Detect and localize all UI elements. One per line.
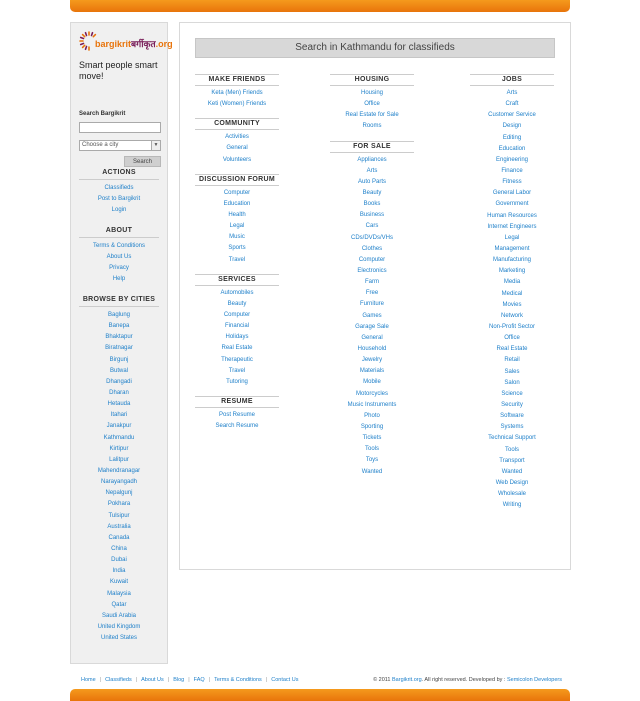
sidebar-action-link[interactable]: Post to Bargikrit [97, 196, 141, 203]
copyright-middle: . All right reserved. Developed by : [421, 677, 506, 683]
services-link[interactable]: Automobiles [220, 289, 254, 296]
jobs-link[interactable]: Engineering [495, 156, 529, 163]
sidebar-about-link[interactable]: About Us [106, 254, 132, 261]
category-title-jobs: JOBS [470, 74, 554, 86]
sidebar-city-link[interactable]: Dubai [111, 557, 127, 564]
for-sale-link[interactable]: Arts [366, 167, 378, 174]
sidebar-action-link-list [79, 183, 159, 216]
resume-link[interactable]: Search Resume [215, 423, 259, 430]
services-link-list [195, 288, 279, 388]
sidebar-city-link[interactable]: Bhaktapur [105, 334, 133, 341]
for-sale-link[interactable]: Clothes [361, 245, 383, 252]
category-title-community: COMMUNITY [195, 118, 279, 130]
jobs-link[interactable]: Fitness [502, 179, 522, 186]
sidebar-action-link[interactable]: Login [111, 207, 127, 214]
jobs-link[interactable]: Wholesale [497, 491, 526, 498]
services-link[interactable]: Computer [223, 311, 251, 318]
services-link[interactable]: Therapeutic [221, 356, 253, 363]
logo-text-bargikrit: bargikrit [95, 39, 132, 49]
services-link[interactable]: Tutoring [226, 378, 248, 385]
footer-link[interactable]: Home [81, 677, 96, 683]
sidebar-city-link[interactable]: Dharan [109, 389, 129, 396]
make-friends-link[interactable]: Keta (Men) Friends [211, 90, 263, 96]
column-middle [330, 74, 414, 478]
jobs-link[interactable]: Manufacturing [492, 257, 532, 264]
for-sale-link[interactable]: Tickets [362, 435, 382, 442]
jobs-link[interactable]: Design [502, 123, 522, 130]
sidebar-city-link[interactable]: Australia [107, 523, 131, 530]
housing-link[interactable]: Office [364, 101, 380, 108]
logo-text-devanagari: बर्गीकृत [131, 39, 156, 49]
jobs-link[interactable]: Medical [501, 290, 523, 297]
for-sale-link[interactable]: Games [362, 312, 382, 319]
jobs-link[interactable]: Security [501, 401, 523, 408]
community-link-list [195, 132, 279, 165]
main-header: Search in Kathmandu for classifieds [195, 38, 555, 58]
for-sale-link[interactable]: Mobile [363, 379, 381, 386]
footer-link[interactable]: Terms & Conditions [214, 677, 262, 683]
jobs-link-list [470, 88, 554, 511]
housing-link[interactable]: Rooms [362, 123, 382, 130]
housing-link[interactable]: Real Estate for Sale [345, 112, 399, 119]
services-link[interactable]: Travel [228, 367, 246, 374]
logo-text [95, 37, 173, 50]
for-sale-link[interactable]: Jewelry [361, 357, 383, 364]
for-sale-link[interactable]: Photo [364, 412, 380, 419]
sidebar-city-link[interactable]: Kathmandu [103, 434, 135, 441]
for-sale-link[interactable]: General [361, 334, 383, 341]
sidebar-about-link-list [79, 241, 159, 286]
sidebar-city-link[interactable]: India [112, 568, 126, 575]
sidebar-city-link[interactable]: Kuwait [109, 579, 128, 586]
sidebar-cities [79, 296, 159, 644]
footer-link[interactable]: FAQ [193, 677, 205, 683]
footer-separator: | [99, 677, 102, 683]
discussion-link[interactable]: Education [223, 200, 251, 207]
for-sale-link[interactable]: Motorcycles [355, 390, 388, 397]
copyright-prefix: © 2011 [373, 677, 391, 683]
for-sale-link[interactable]: Wanted [361, 468, 383, 475]
jobs-link[interactable]: Transport [499, 457, 525, 464]
discussion-link-list [195, 188, 279, 266]
community-link[interactable]: General [226, 145, 248, 152]
jobs-link[interactable]: General Labor [492, 190, 532, 197]
developer-link[interactable]: Semicolon Developers [506, 677, 562, 683]
resume-link-list [195, 410, 279, 432]
housing-link-list [330, 88, 414, 133]
for-sale-link[interactable]: Books [363, 201, 381, 208]
sidebar-city-link[interactable]: Nepalgunj [105, 490, 133, 497]
discussion-link[interactable]: Legal [229, 223, 245, 230]
category-title-make-friends: MAKE FRIENDS [195, 74, 279, 86]
sidebar-city-link[interactable]: China [111, 545, 127, 552]
discussion-link[interactable]: Music [229, 234, 245, 241]
sidebar-city-link[interactable]: Itahari [110, 412, 128, 419]
city-select-value: Choose a city [82, 142, 119, 148]
services-link[interactable]: Holidays [225, 334, 249, 341]
chevron-down-icon[interactable]: ▼ [151, 141, 160, 150]
jobs-link[interactable]: Web Design [495, 479, 529, 486]
sidebar-city-link[interactable]: Biratnagar [105, 345, 133, 352]
for-sale-link[interactable]: Beauty [362, 189, 382, 196]
sidebar-about-link[interactable]: Help [112, 276, 126, 283]
jobs-link[interactable]: Office [504, 335, 520, 342]
for-sale-link[interactable]: Garage Sale [355, 323, 389, 330]
sidebar-city-link[interactable]: Canada [108, 534, 130, 541]
footer-separator: | [167, 677, 170, 683]
community-link[interactable]: Volunteers [222, 156, 252, 163]
jobs-link[interactable]: Systems [500, 424, 524, 431]
jobs-link[interactable]: Internet Engineers [487, 223, 537, 230]
sidebar-actions [79, 169, 159, 216]
for-sale-link[interactable]: Business [359, 212, 385, 219]
jobs-link[interactable]: Craft [505, 101, 519, 108]
for-sale-link[interactable]: Materials [359, 368, 385, 375]
category-title-housing: HOUSING [330, 74, 414, 86]
jobs-link[interactable]: Movies [502, 301, 522, 308]
for-sale-link[interactable]: Toys [365, 457, 379, 464]
sidebar-city-link[interactable]: Saudi Arabia [101, 612, 137, 619]
search-button[interactable]: Search [124, 156, 161, 167]
make-friends-link-list [195, 88, 279, 110]
sidebar-city-link[interactable]: Birgunj [109, 356, 129, 363]
services-link[interactable]: Beauty [227, 300, 247, 307]
sidebar-city-link[interactable]: United States [100, 635, 138, 642]
tagline: Smart people smart move! [79, 60, 158, 81]
housing-link[interactable]: Housing [360, 90, 383, 96]
sidebar-about-link[interactable]: Privacy [109, 265, 129, 272]
jobs-link[interactable]: Science [501, 390, 523, 397]
sidebar-city-link[interactable]: Pokhara [107, 501, 131, 508]
resume-link[interactable]: Post Resume [218, 411, 255, 418]
jobs-link[interactable]: Legal [504, 234, 520, 241]
sidebar-city-link[interactable]: Dhangadi [106, 378, 132, 385]
sidebar-city-link[interactable]: Banepa [108, 323, 130, 330]
jobs-link[interactable]: Customer Service [488, 112, 536, 119]
services-link[interactable]: Financial [224, 323, 249, 330]
for-sale-link[interactable]: Tools [364, 446, 379, 453]
discussion-link[interactable]: Travel [228, 256, 246, 263]
bottom-orange-bar [70, 689, 570, 701]
jobs-link[interactable]: Media [503, 279, 521, 286]
sidebar-city-link[interactable]: Kirtipur [109, 445, 129, 452]
sidebar-city-link[interactable]: Lalitpur [109, 456, 129, 463]
sidebar-about-link[interactable]: Terms & Conditions [92, 243, 146, 249]
top-orange-bar [70, 0, 570, 12]
jobs-link[interactable]: Management [494, 245, 530, 252]
footer-separator: | [265, 677, 268, 683]
community-link[interactable]: Activities [225, 134, 249, 141]
for-sale-link[interactable]: Electronics [357, 267, 387, 274]
sidebar-actions-title: ACTIONS [79, 169, 159, 180]
sidebar-city-link[interactable]: Narayangadh [100, 479, 138, 486]
jobs-link[interactable]: Tools [504, 446, 519, 453]
for-sale-link[interactable]: Cars [365, 223, 379, 230]
main-panel [179, 22, 571, 570]
jobs-link[interactable]: Human Resources [487, 212, 537, 219]
services-link[interactable]: Real Estate [221, 345, 253, 352]
sidebar-about-title: ABOUT [79, 227, 159, 238]
discussion-link[interactable]: Sports [228, 245, 246, 252]
sidebar-action-link[interactable]: Classifieds [104, 185, 134, 191]
search-label: Search Bargikrit [79, 111, 126, 117]
footer-link[interactable]: About Us [141, 677, 164, 683]
sidebar-about [79, 227, 159, 286]
logo[interactable] [79, 31, 173, 57]
sidebar [70, 22, 173, 664]
column-left [195, 74, 279, 432]
jobs-link[interactable]: Wanted [501, 468, 523, 475]
sidebar-city-link[interactable]: Mahendranagar [97, 467, 141, 474]
logo-text-org: .org [155, 39, 173, 49]
footer-nav [77, 674, 302, 686]
jobs-link[interactable]: Arts [506, 90, 518, 96]
jobs-link[interactable]: Non-Profit Sector [488, 323, 536, 330]
for-sale-link[interactable]: Farm [365, 279, 379, 286]
for-sale-link[interactable]: Music Instruments [347, 401, 397, 408]
jobs-link[interactable]: Marketing [498, 268, 526, 275]
copyright [373, 674, 562, 686]
jobs-link[interactable]: Writing [502, 502, 522, 509]
category-title-for-sale: FOR SALE [330, 141, 414, 153]
search-input[interactable] [79, 122, 161, 133]
city-select[interactable] [79, 140, 161, 151]
column-right [470, 74, 554, 511]
jobs-link[interactable]: Software [500, 413, 524, 420]
for-sale-link[interactable]: Furniture [359, 301, 384, 308]
footer-separator: | [135, 677, 138, 683]
jobs-link[interactable]: Editing [502, 134, 522, 141]
jobs-link[interactable]: Real Estate [496, 346, 528, 353]
footer [70, 674, 570, 686]
make-friends-link[interactable]: Keti (Women) Friends [207, 101, 267, 108]
sidebar-city-link[interactable]: Hetauda [107, 401, 131, 408]
sidebar-city-link-list [79, 310, 159, 644]
category-title-services: SERVICES [195, 274, 279, 286]
jobs-link[interactable]: Network [500, 312, 523, 319]
footer-link[interactable]: Blog [173, 677, 185, 683]
for-sale-link[interactable]: Sporting [360, 423, 384, 430]
footer-link[interactable]: Contact Us [271, 677, 299, 683]
jobs-link[interactable]: Finance [501, 167, 523, 174]
sidebar-city-link[interactable]: Baglung [107, 312, 131, 318]
jobs-link[interactable]: Technical Support [488, 435, 536, 442]
category-title-discussion: DISCUSSION FORUM [195, 174, 279, 186]
sidebar-city-link[interactable]: Butwal [109, 367, 128, 374]
for-sale-link[interactable]: Household [357, 345, 387, 352]
footer-link[interactable]: Classifieds [105, 677, 132, 683]
category-title-resume: RESUME [195, 396, 279, 408]
jobs-link[interactable]: Sales [504, 368, 520, 375]
for-sale-link[interactable]: Auto Parts [357, 178, 386, 185]
footer-separator: | [208, 677, 211, 683]
for-sale-link[interactable]: Appliances [357, 156, 387, 163]
sidebar-city-link[interactable]: Malaysia [107, 590, 131, 597]
for-sale-link-list [330, 155, 414, 478]
jobs-link[interactable]: Government [495, 201, 529, 208]
sidebar-city-link[interactable]: United Kingdom [97, 623, 141, 630]
jobs-link[interactable]: Retail [504, 357, 520, 364]
discussion-link[interactable]: Health [228, 211, 246, 218]
sidebar-cities-title: BROWSE BY CITIES [79, 296, 159, 307]
discussion-link[interactable]: Computer [223, 189, 251, 196]
for-sale-link[interactable]: Computer [358, 256, 386, 263]
sidebar-city-link[interactable]: Qatar [111, 601, 127, 608]
for-sale-link[interactable]: CDs/DVDs/VHs [350, 234, 393, 241]
for-sale-link[interactable]: Free [365, 290, 379, 297]
footer-separator: | [188, 677, 190, 683]
jobs-link[interactable]: Salon [504, 379, 520, 386]
copyright-site-link[interactable]: Bargikrit.org [392, 677, 422, 683]
sidebar-city-link[interactable]: Tulsipur [108, 512, 130, 519]
jobs-link[interactable]: Education [498, 145, 526, 152]
sidebar-city-link[interactable]: Janakpur [106, 423, 132, 430]
